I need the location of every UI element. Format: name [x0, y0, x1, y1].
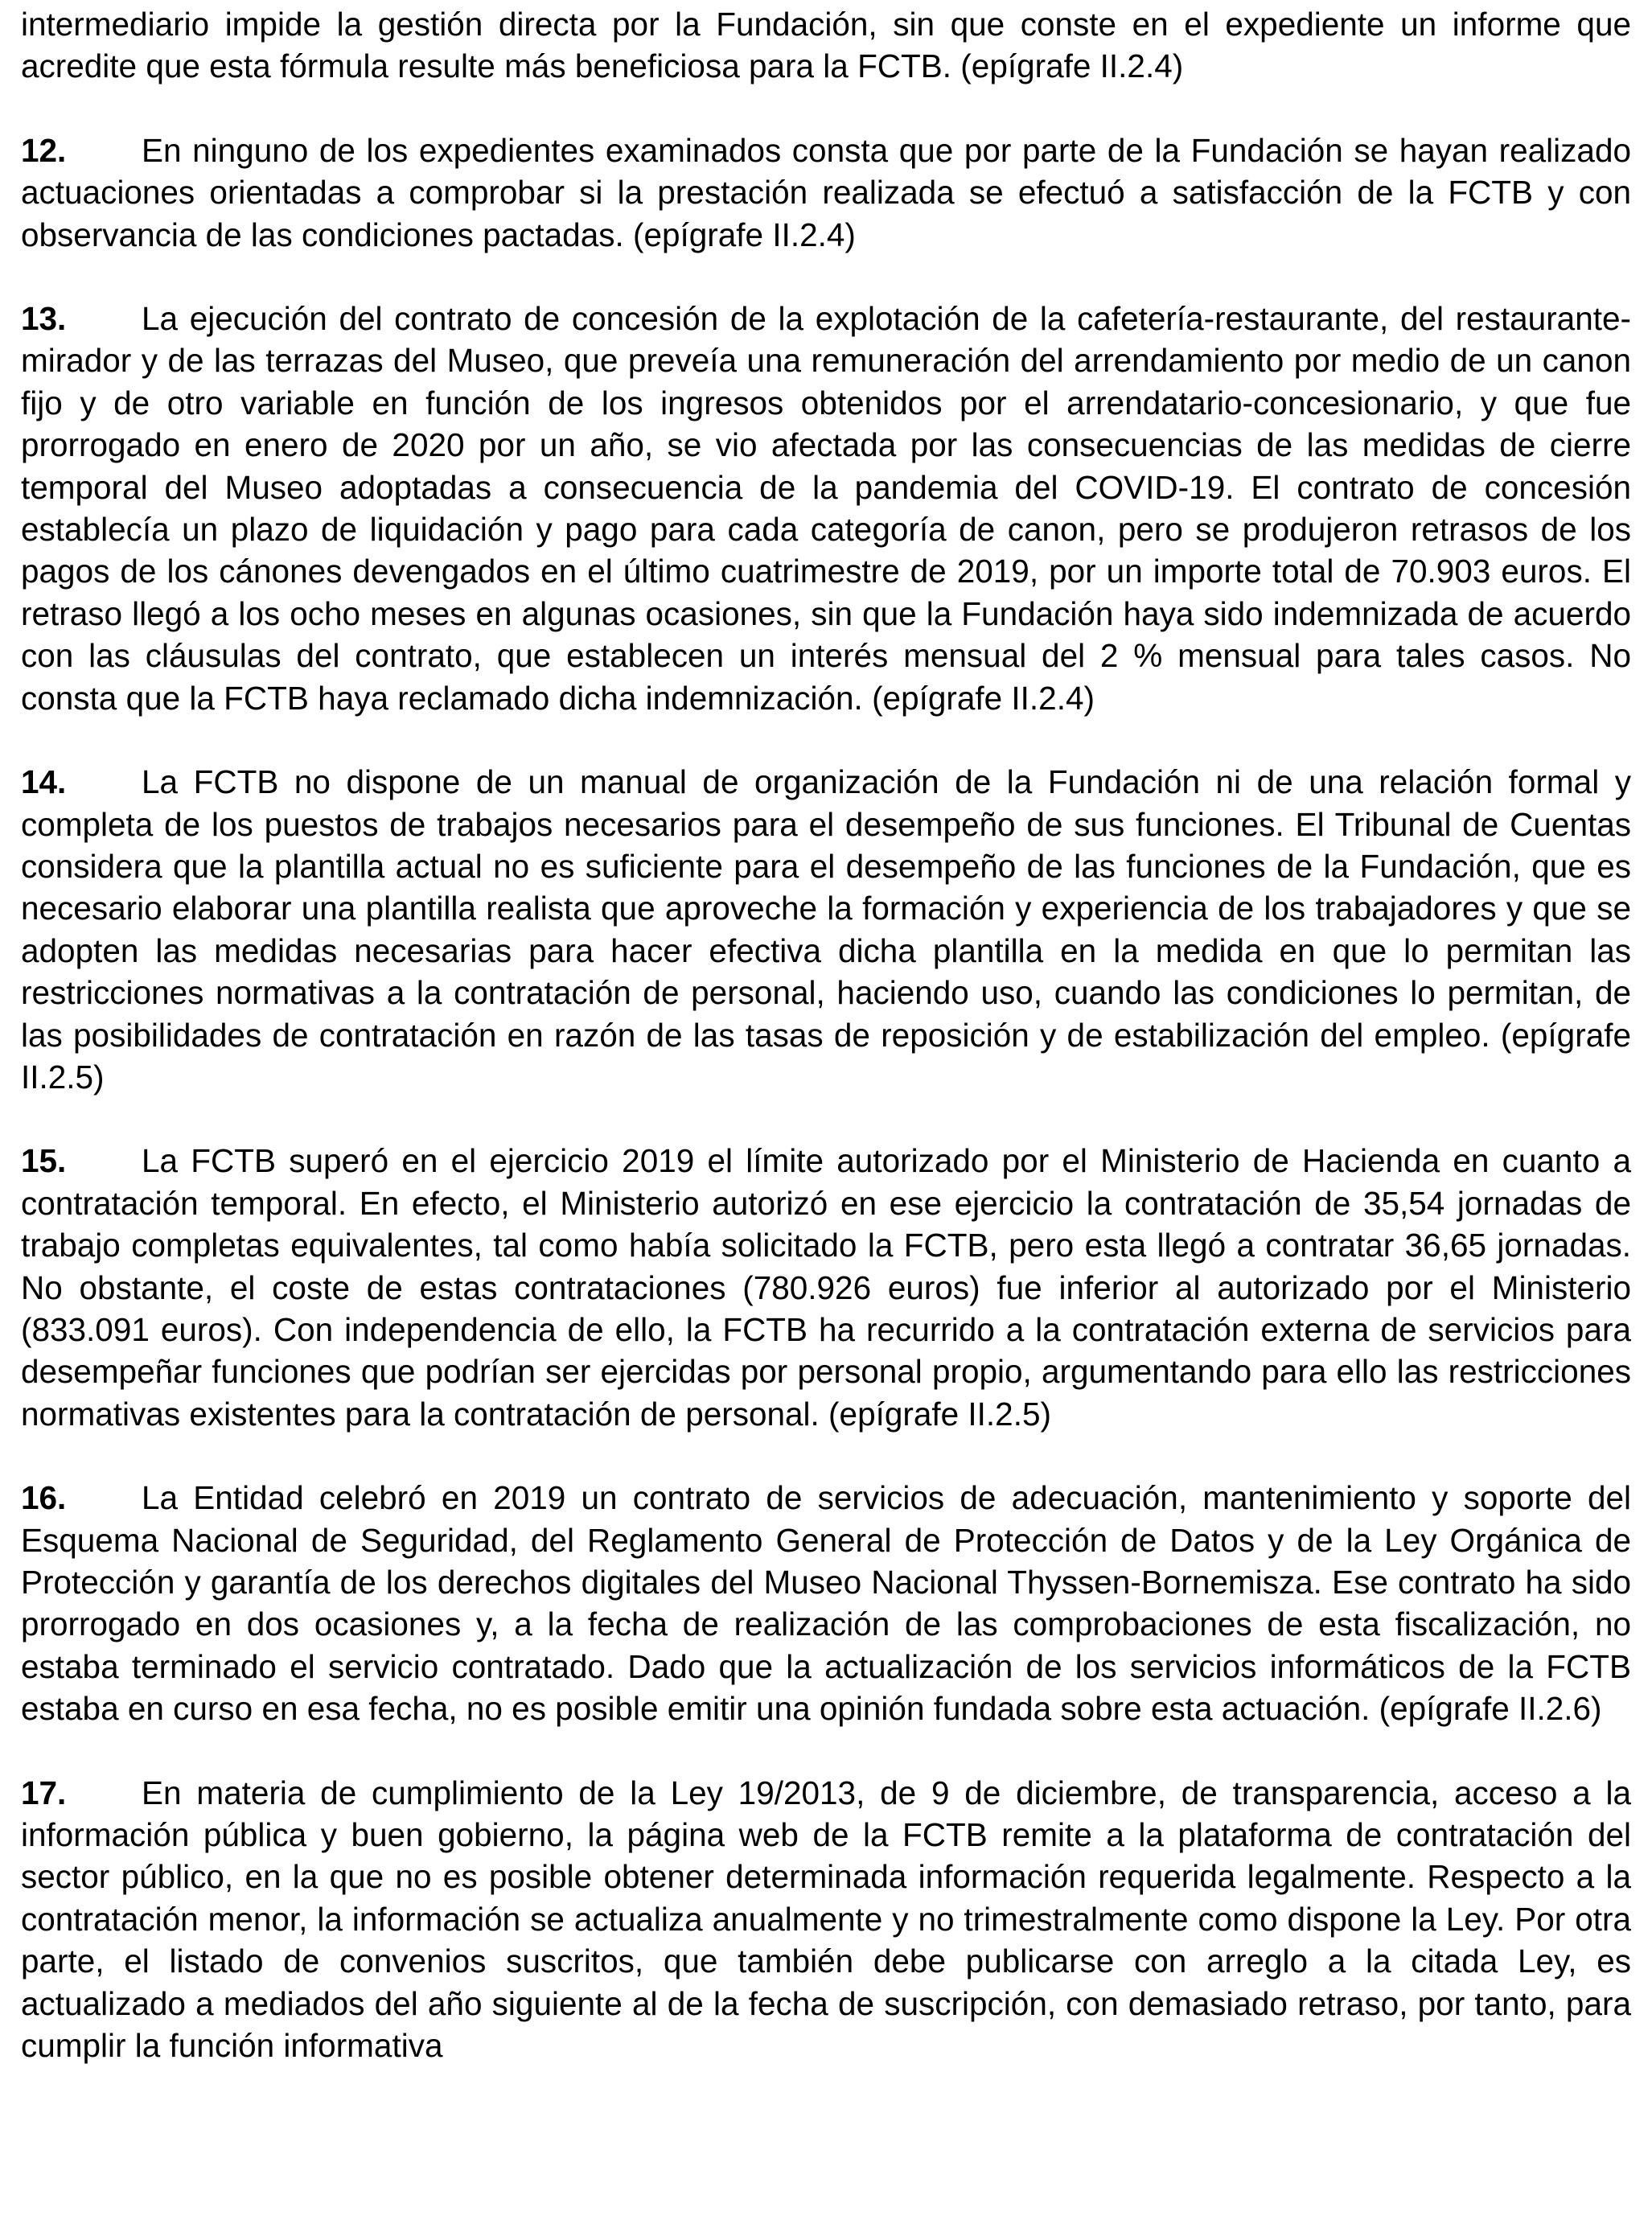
paragraph-text: La ejecución del contrato de concesión de la explotación de la cafetería-restaurante, del restaurante-mirador y de las terrazas del Museo, que preveía una remuneración del arrendamiento por medio de un canon fijo y de otro variable en función de los ingresos obtenidos por el arrendatario-concesionario, y que fue prorrogado en enero de 2020 por un año, se vio afectada por las consecuencias de las medidas de cierre temporal del Museo adoptadas a consecuencia de la pandemia del COVID-19. El contrato de concesión establecía un plazo de liquidación y pago para cada categoría de canon, pero se produjeron retrasos de los pagos de los cánones devengados en el último cuatrimestre de 2019, por un importe total de 70.903 euros. El retraso llegó a los ocho meses en algunas ocasiones, sin que la Fundación haya sido indemnizada de acuerdo con las cláusulas del contrato, que establecen un interés mensual del 2 % mensual para tales casos. No consta que la FCTB haya reclamado dicha indemnización. (epígrafe II.2.4) [21, 300, 1631, 717]
finding-12 [21, 130, 1631, 256]
finding-17 [21, 1772, 1631, 2067]
document-page [21, 3, 1631, 2066]
paragraph-text: La FCTB superó en el ejercicio 2019 el límite autorizado por el Ministerio de Hacienda en cuanto a contratación temporal. En efecto, el Ministerio autorizó en ese ejercicio la contratación de 35,54 jornadas de trabajo completas equivalentes, tal como había solicitado la FCTB, pero esta llegó a contratar 36,65 jornadas. No obstante, el coste de estas contrataciones (780.926 euros) fue inferior al autorizado por el Ministerio (833.091 euros). Con independencia de ello, la FCTB ha recurrido a la contratación externa de servicios para desempeñar funciones que podrían ser ejercidas por personal propio, argumentando para ello las restricciones normativas existentes para la contratación de personal. (epígrafe II.2.5) [21, 1142, 1631, 1433]
paragraph-number: 13. [21, 300, 67, 338]
finding-16 [21, 1477, 1631, 1729]
paragraph-number: 12. [21, 131, 67, 169]
paragraph-text: En materia de cumplimiento de la Ley 19/2013, de 9 de diciembre, de transparencia, acceso a la información pública y buen gobierno, la página web de la FCTB remite a la plataforma de contratación del sector público, en la que no es posible obtener determinada información requerida legalmente. Respecto a la contratación menor, la información se actualiza anualmente y no trimestralmente como dispone la Ley. Por otra parte, el listado de convenios suscritos, que también debe publicarse con arreglo a la citada Ley, es actualizado a mediados del año siguiente al de la fecha de suscripción, con demasiado retraso, por tanto, para cumplir la función informativa [21, 1774, 1631, 2065]
paragraph-number: 16. [21, 1479, 67, 1517]
paragraph-number: 17. [21, 1774, 67, 1811]
paragraph-number: 15. [21, 1142, 67, 1180]
finding-14 [21, 761, 1631, 1098]
paragraph-text: La Entidad celebró en 2019 un contrato de servicios de adecuación, mantenimiento y soporte del Esquema Nacional de Seguridad, del Reglamento General de Protección de Datos y de la Ley Orgánica de Protección y garantía de los derechos digitales del Museo Nacional Thyssen-Bornemisza. Ese contrato ha sido prorrogado en dos ocasiones y, a la fecha de realización de las comprobaciones de esta fiscalización, no estaba terminado el servicio contratado. Dado que la actualización de los servicios informáticos de la FCTB estaba en curso en esa fecha, no es posible emitir una opinión fundada sobre esta actuación. (epígrafe II.2.6) [21, 1479, 1631, 1728]
finding-15 [21, 1140, 1631, 1435]
paragraph-text: La FCTB no dispone de un manual de organización de la Fundación ni de una relación formal y completa de los puestos de trabajos necesarios para el desempeño de sus funciones. El Tribunal de Cuentas considera que la plantilla actual no es suficiente para el desempeño de las funciones de la Fundación, que es necesario elaborar una plantilla realista que aproveche la formación y experiencia de los trabajadores y que se adopten las medidas necesarias para hacer efectiva dicha plantilla en la medida en que lo permitan las restricciones normativas a la contratación de personal, haciendo uso, cuando las condiciones lo permitan, de las posibilidades de contratación en razón de las tasas de reposición y de estabilización del empleo. (epígrafe II.2.5) [21, 763, 1631, 1096]
paragraph-text: En ninguno de los expedientes examinados consta que por parte de la Fundación se hayan realizado actuaciones orientadas a comprobar si la prestación realizada se efectuó a satisfacción de la FCTB y con observancia de las condiciones pactadas. (epígrafe II.2.4) [21, 131, 1631, 253]
paragraph-number: 14. [21, 763, 67, 801]
intro-paragraph: intermediario impide la gestión directa por la Fundación, sin que conste en el expediente un informe que acredite que esta fórmula resulte más beneficiosa para la FCTB. (epígrafe II.2.4) [21, 6, 1631, 85]
finding-13 [21, 298, 1631, 719]
